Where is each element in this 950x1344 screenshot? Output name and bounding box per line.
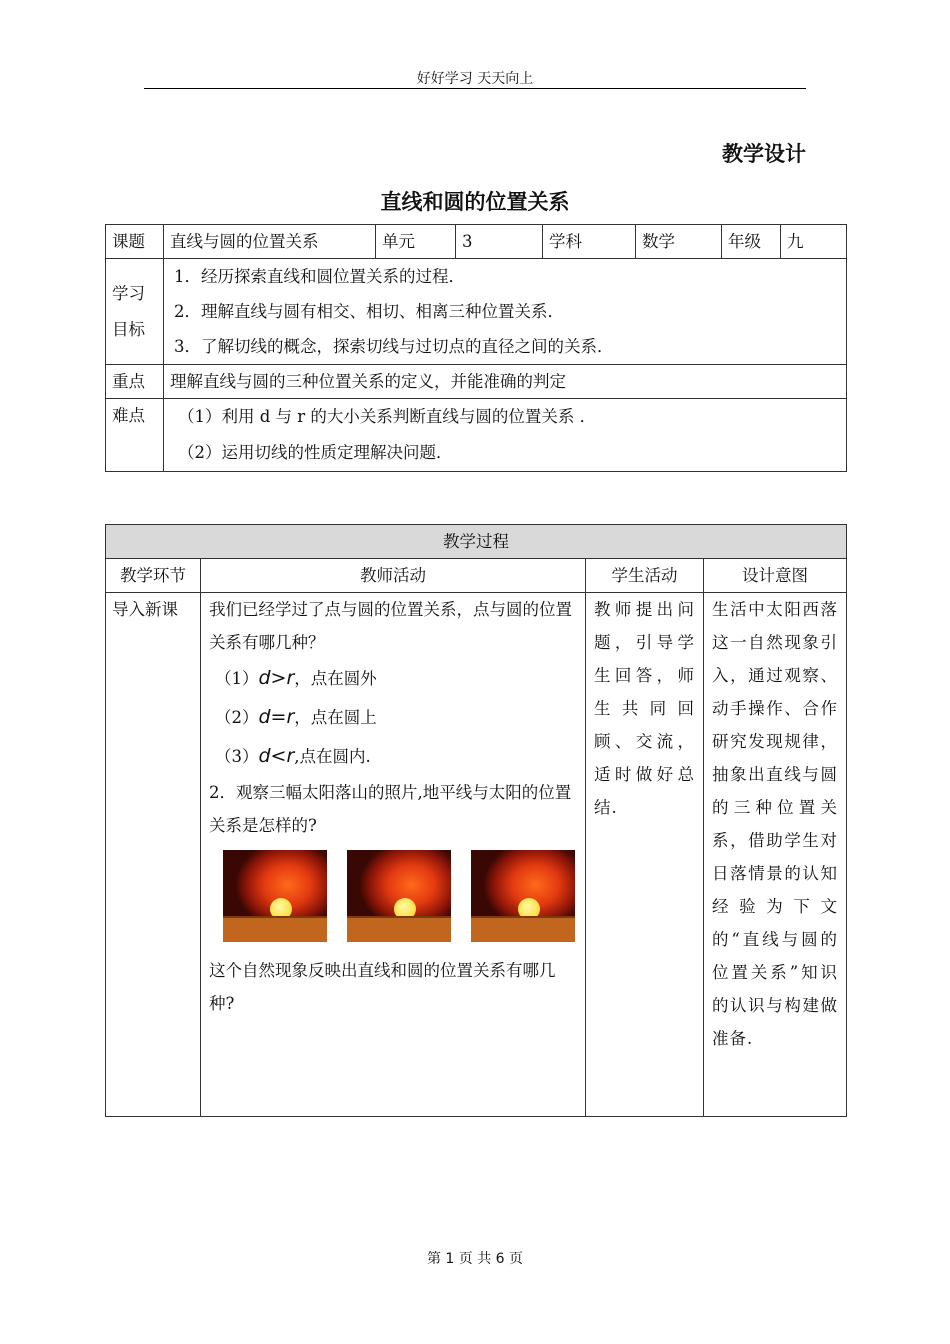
relation-expression: d>r [258,667,295,689]
objective-item: 1．经历探索直线和圆位置关系的过程． [174,267,465,286]
relation-item-3 [209,737,577,776]
unit-label: 单元 [376,225,456,259]
header-design-intent: 设计意图 [704,559,847,593]
relation-text: ,点在圆内. [294,747,371,766]
info-row-topic [106,225,847,259]
document-type: 教学设计 [722,142,806,166]
objective-item: 3．了解切线的概念，探索切线与过切点的直径之间的关系． [174,337,614,356]
header-rule [144,88,806,89]
objective-item: 2．理解直线与圆有相交、相切、相离三种位置关系． [174,302,564,321]
key-point-label: 重点 [106,365,164,399]
subject-label: 学科 [543,225,636,259]
header-teacher-activity: 教师活动 [201,559,586,593]
objectives-label-line2: 目标 [112,319,145,339]
header-student-activity: 学生活动 [586,559,704,593]
difficulty-item: （1）利用 d 与 r 的大小关系判断直线与圆的位置关系 ． [178,407,597,426]
subject-value: 数学 [636,225,722,259]
lesson-info-table [105,224,847,472]
objectives-cell [164,259,847,365]
horizon-ground [471,916,575,942]
difficulty-label: 难点 [106,399,164,472]
sunset-photos [223,850,577,942]
relation-expression: d=r [258,706,295,728]
teacher-activity-cell [201,593,586,1117]
relation-number: （1） [215,669,259,688]
info-row-difficulty [106,399,847,472]
lesson-title: 直线和圆的位置关系 [380,190,570,214]
relation-item-1 [209,659,577,698]
objectives-label [106,259,164,365]
process-title-row [106,525,847,559]
horizon-ground [347,916,451,942]
topic-value: 直线与圆的位置关系 [164,225,376,259]
teaching-process-table [105,524,847,1117]
unit-value: 3 [456,225,543,259]
grade-label: 年级 [722,225,781,259]
relation-expression: d<r [258,745,295,767]
process-row-intro [106,593,847,1117]
page-header: 好好学习 天天向上 [416,71,534,87]
process-header-row [106,559,847,593]
stage-cell: 导入新课 [106,593,201,1117]
process-title: 教学过程 [106,525,847,559]
relation-number: （3） [215,747,259,766]
key-point-value: 理解直线与圆的三种位置关系的定义，并能准确的判定 [164,365,847,399]
design-intent-cell: 生活中太阳西落这一自然现象引入，通过观察、动手操作、合作研究发现规律，抽象出直线与圆的三种位置关系，借助学生对日落情景的认知经验为下文的“直线与圆的位置关系”知识的认识与构建做准备. [704,593,847,1117]
grade-value: 九 [781,225,847,259]
sunset-photo [471,850,575,942]
observe-instruction: 2．观察三幅太阳落山的照片,地平线与太阳的位置关系是怎样的? [209,783,572,835]
teacher-intro: 我们已经学过了点与圆的位置关系，点与圆的位置关系有哪几种？ [209,600,572,652]
sunset-photo [223,850,327,942]
reflection-question: 这个自然现象反映出直线和圆的位置关系有哪几种? [209,961,556,1013]
relation-text: ，点在圆外 [294,669,377,688]
sunset-photo [347,850,451,942]
relation-number: （2） [215,708,259,727]
relation-item-2 [209,698,577,737]
info-row-key-point [106,365,847,399]
difficulty-cell [164,399,847,472]
info-row-objectives [106,259,847,365]
objectives-label-line1: 学习 [112,283,145,303]
horizon-ground [223,916,327,942]
page-footer: 第 1 页 共 6 页 [426,1251,524,1267]
relation-text: ，点在圆上 [294,708,377,727]
header-stage: 教学环节 [106,559,201,593]
difficulty-item: （2）运用切线的性质定理解决问题． [178,443,453,462]
student-activity-cell: 教师提出问题，引导学生回答，师生共同回顾、交流，适时做好总结. [586,593,704,1117]
topic-label: 课题 [106,225,164,259]
